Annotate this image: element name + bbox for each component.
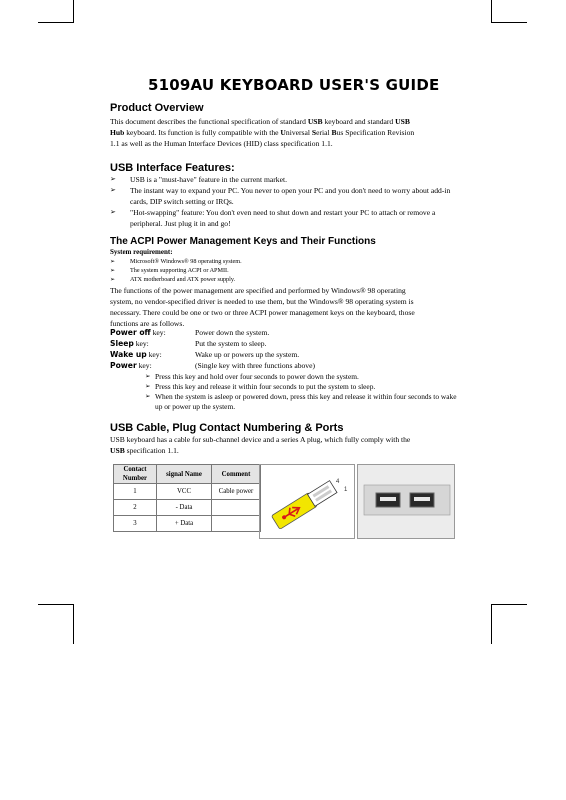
arrow-bullet-icon: ➢ — [145, 373, 151, 380]
svg-text:1: 1 — [344, 487, 348, 493]
overview-text — [110, 116, 462, 149]
feature-item: ➢ The instant way to expand your PC. You never to open your PC and you don't need to worry about add-in cards, DIP switch setting or IRQs. — [110, 186, 451, 206]
table-cell: - Data — [157, 500, 212, 516]
key-row-wake-up — [110, 349, 300, 360]
column-header: Comment — [212, 465, 261, 484]
key-row-power — [110, 360, 315, 371]
arrow-bullet-icon: ➢ — [110, 208, 116, 216]
key-desc: Power down the system. — [195, 328, 270, 337]
arrow-bullet-icon: ➢ — [110, 186, 116, 194]
table-cell: VCC — [157, 484, 212, 500]
overview-line: 1.1 as well as the Human Interface Devices (HID) class specification 1.1. — [110, 139, 333, 148]
crop-mark — [491, 22, 527, 23]
sysreq-item: ➢ Microsoft® Windows® 98 operating system. — [110, 258, 242, 265]
cable-line: USB keyboard has a cable for sub-channel device and a series A plug, which fully comply with the — [110, 435, 411, 444]
page-title: 5109AU KEYBOARD USER'S GUIDE — [148, 76, 440, 94]
usb-ports-image — [357, 464, 455, 539]
arrow-bullet-icon: ➢ — [110, 175, 116, 183]
key-suffix: key: — [133, 339, 149, 348]
table-row — [114, 516, 261, 532]
power-sub-item: ➢ Press this key and hold over four seconds to power down the system. — [145, 372, 359, 381]
key-desc: Wake up or powers up the system. — [195, 350, 300, 359]
key-row-sleep — [110, 338, 267, 349]
crop-mark — [73, 604, 74, 644]
key-suffix: key: — [150, 328, 166, 337]
table-cell: + Data — [157, 516, 212, 532]
key-name: Wake up — [110, 350, 147, 359]
key-desc: Put the system to sleep. — [195, 339, 267, 348]
cable-text — [110, 434, 462, 456]
crop-mark — [491, 604, 527, 605]
column-header: Contact Number — [114, 465, 157, 484]
cable-heading: USB Cable, Plug Contact Numbering & Ports — [110, 422, 344, 434]
arrow-bullet-icon: ➢ — [110, 276, 116, 283]
crop-mark — [38, 604, 74, 605]
feature-item: ➢ "Hot-swapping" feature: You don't even need to shut down and restart your PC to attach or remove a peripheral. Just plug it in and go! — [110, 208, 436, 228]
crop-mark — [491, 604, 492, 644]
column-header: signal Name — [157, 465, 212, 484]
acpi-desc-line: functions are as follows. — [110, 319, 185, 328]
crop-mark — [38, 22, 74, 23]
table-row — [114, 484, 261, 500]
power-sub-item: ➢ When the system is asleep or powered down, press this key and release it within four seconds to wake up or power up the system. — [145, 392, 457, 411]
table-header-row — [114, 465, 261, 484]
arrow-bullet-icon: ➢ — [145, 393, 151, 400]
table-cell: 2 — [114, 500, 157, 516]
key-suffix: key: — [146, 350, 162, 359]
feature-item: ➢ USB is a "must-have" feature in the current market. — [110, 175, 287, 184]
key-row-power-off — [110, 327, 270, 338]
arrow-bullet-icon: ➢ — [145, 383, 151, 390]
table-cell: 3 — [114, 516, 157, 532]
crop-mark — [491, 0, 492, 22]
table-cell: 1 — [114, 484, 157, 500]
key-name: Sleep — [110, 339, 134, 348]
crop-mark — [73, 0, 74, 22]
sysreq-label: System requirement: — [110, 248, 173, 256]
overview-heading: Product Overview — [110, 102, 204, 114]
pin-table — [113, 464, 261, 532]
sysreq-item: ➢ The system supporting ACPI or APMII. — [110, 267, 229, 274]
key-name: Power — [110, 361, 137, 370]
acpi-heading: The ACPI Power Management Keys and Their Functions — [110, 236, 376, 247]
table-row — [114, 500, 261, 516]
usb-ports-icon — [358, 465, 454, 538]
usb-features-heading: USB Interface Features: — [110, 162, 235, 174]
acpi-desc-line: The functions of the power management are specified and performed by Windows® 98 operating — [110, 286, 406, 295]
arrow-bullet-icon: ➢ — [110, 258, 116, 265]
table-cell — [212, 500, 261, 516]
overview-line: This document describes the functional specification of standard USB keyboard and standard USB — [110, 117, 410, 126]
acpi-desc-line: necessary. There could be one or two or three ACPI power management keys on the keyboard, those — [110, 308, 415, 317]
key-desc: (Single key with three functions above) — [195, 361, 315, 370]
acpi-description — [110, 285, 462, 329]
power-sub-item: ➢ Press this key and release it within four seconds to put the system to sleep. — [145, 382, 376, 391]
svg-text:4: 4 — [336, 479, 340, 485]
key-name: Power off — [110, 328, 151, 337]
acpi-desc-line: system, no vendor-specified driver is needed to use them, but the Windows® 98 operating system is — [110, 297, 414, 306]
cable-line: USB specification 1.1. — [110, 446, 179, 455]
table-cell: Cable power — [212, 484, 261, 500]
usb-plug-image — [259, 464, 355, 539]
arrow-bullet-icon: ➢ — [110, 267, 116, 274]
key-suffix: key: — [136, 361, 152, 370]
usb-plug-icon — [260, 465, 354, 538]
sysreq-item: ➢ ATX motherboard and ATX power supply. — [110, 276, 236, 283]
overview-line: Hub keyboard. Its function is fully compatible with the Universal Serial Bus Specification Revision — [110, 128, 415, 137]
table-cell — [212, 516, 261, 532]
